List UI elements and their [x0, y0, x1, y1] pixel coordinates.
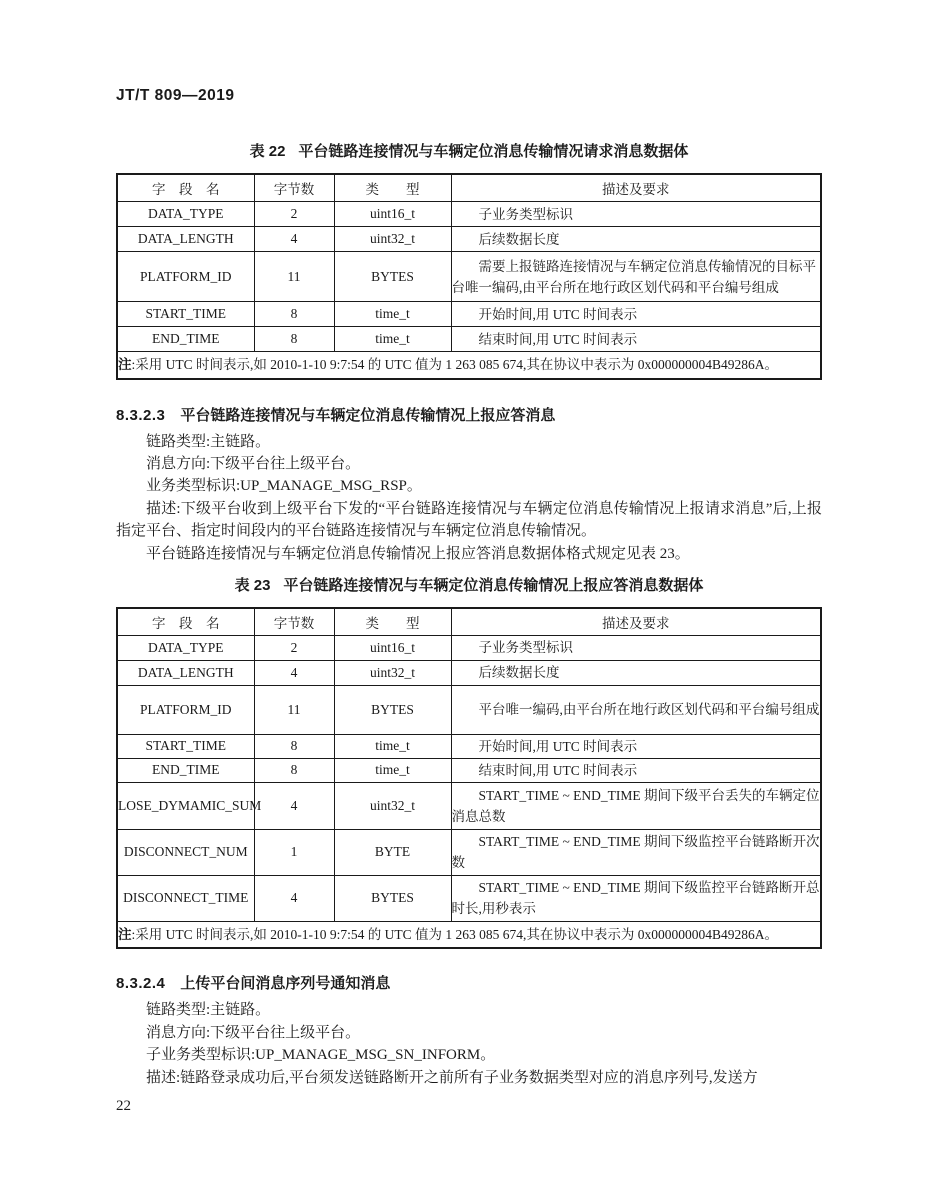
table23-header-row [117, 608, 821, 636]
description-cell: START_TIME ~ END_TIME 期间下级平台丢失的车辆定位消息总数 [451, 782, 821, 829]
paragraph: 平台链路连接情况与车辆定位消息传输情况上报应答消息数据体格式规定见表 23。 [146, 545, 690, 562]
field-name-cell: START_TIME [117, 302, 254, 327]
description-cell: 结束时间,用 UTC 时间表示 [451, 758, 821, 782]
table-row [117, 635, 821, 660]
paragraph: 消息方向:下级平台往上级平台。 [146, 455, 361, 472]
byte-count-cell: 2 [254, 635, 334, 660]
page-number: 22 [116, 1098, 131, 1115]
table-row [117, 782, 821, 829]
description-cell: 后续数据长度 [451, 660, 821, 685]
field-name-cell: LOSE_DYMAMIC_SUM [117, 782, 254, 829]
table-row [117, 758, 821, 782]
field-name-cell: PLATFORM_ID [117, 685, 254, 734]
table-row [117, 327, 821, 352]
description-cell: 后续数据长度 [451, 227, 821, 252]
byte-count-cell: 8 [254, 734, 334, 758]
paragraph: 描述:下级平台收到上级平台下发的“平台链路连接情况与车辆定位消息传输情况上报请求消息”后,上报指定平台、指定时间段内的平台链路连接情况与车辆定位消息传输情况。 [116, 500, 822, 540]
section-title: 平台链路连接情况与车辆定位消息传输情况上报应答消息 [180, 406, 556, 424]
section-number: 8.3.2.3 [116, 406, 166, 424]
table-row [117, 202, 821, 227]
type-cell: time_t [334, 734, 451, 758]
table22-caption [116, 143, 822, 161]
section-8-3-2-4-heading [116, 974, 822, 994]
description-cell: 需要上报链路连接情况与车辆定位消息传输情况的目标平台唯一编码,由平台所在地行政区划代码和平台编号组成 [451, 252, 821, 302]
description-cell: 子业务类型标识 [451, 635, 821, 660]
description-cell: START_TIME ~ END_TIME 期间下级监控平台链路断开总时长,用秒表示 [451, 875, 821, 921]
description-cell: 平台唯一编码,由平台所在地行政区划代码和平台编号组成 [451, 685, 821, 734]
field-name-cell: DISCONNECT_TIME [117, 875, 254, 921]
table-row [117, 660, 821, 685]
byte-count-cell: 8 [254, 327, 334, 352]
byte-count-cell: 1 [254, 829, 334, 875]
table22-caption-title: 平台链路连接情况与车辆定位消息传输情况请求消息数据体 [298, 143, 689, 160]
column-header-type: 类 型 [334, 608, 451, 636]
description-cell: 子业务类型标识 [451, 202, 821, 227]
table22-header-row [117, 174, 821, 202]
table-note-row [117, 921, 821, 948]
field-name-cell: DATA_LENGTH [117, 660, 254, 685]
description-cell: START_TIME ~ END_TIME 期间下级监控平台链路断开次数 [451, 829, 821, 875]
byte-count-cell: 4 [254, 660, 334, 685]
note-label: 注 [118, 927, 132, 943]
section-title: 上传平台间消息序列号通知消息 [180, 975, 391, 993]
type-cell: uint32_t [334, 660, 451, 685]
type-cell: BYTE [334, 829, 451, 875]
field-name-cell: START_TIME [117, 734, 254, 758]
table23-caption-title: 平台链路连接情况与车辆定位消息传输情况上报应答消息数据体 [283, 576, 704, 594]
table22-note [117, 352, 821, 379]
byte-count-cell: 4 [254, 782, 334, 829]
note-text: :采用 UTC 时间表示,如 2010-1-10 9:7:54 的 UTC 值为 1 263 085 674,其在协议中表示为 0x000000004B49286A。 [131, 357, 778, 373]
note-label: 注 [118, 357, 132, 373]
byte-count-cell: 2 [254, 202, 334, 227]
table23-caption [116, 577, 822, 595]
table23-note [117, 921, 821, 948]
field-name-cell: DISCONNECT_NUM [117, 829, 254, 875]
paragraph: 链路类型:主链路。 [146, 433, 271, 450]
column-header-type: 类 型 [334, 174, 451, 202]
type-cell: uint16_t [334, 635, 451, 660]
paragraph: 消息方向:下级平台往上级平台。 [146, 1024, 361, 1041]
byte-count-cell: 11 [254, 252, 334, 302]
field-name-cell: PLATFORM_ID [117, 252, 254, 302]
table-row [117, 302, 821, 327]
column-header-bytes: 字节数 [254, 608, 334, 636]
table-row [117, 734, 821, 758]
field-name-cell: END_TIME [117, 758, 254, 782]
byte-count-cell: 8 [254, 758, 334, 782]
byte-count-cell: 4 [254, 875, 334, 921]
section-number: 8.3.2.4 [116, 975, 166, 993]
paragraph: 链路类型:主链路。 [146, 1002, 271, 1019]
column-header-desc: 描述及要求 [451, 608, 821, 636]
type-cell: time_t [334, 327, 451, 352]
table23-caption-label: 表 23 [234, 576, 271, 594]
table23 [116, 607, 822, 950]
paragraph: 子业务类型标识:UP_MANAGE_MSG_SN_INFORM。 [146, 1047, 496, 1064]
column-header-bytes: 字节数 [254, 174, 334, 202]
field-name-cell: DATA_LENGTH [117, 227, 254, 252]
type-cell: time_t [334, 302, 451, 327]
byte-count-cell: 8 [254, 302, 334, 327]
type-cell: BYTES [334, 252, 451, 302]
section-8-3-2-3-heading [116, 406, 822, 426]
type-cell: uint32_t [334, 782, 451, 829]
description-cell: 开始时间,用 UTC 时间表示 [451, 734, 821, 758]
type-cell: uint32_t [334, 227, 451, 252]
table-row [117, 685, 821, 734]
type-cell: BYTES [334, 685, 451, 734]
table-row [117, 252, 821, 302]
type-cell: BYTES [334, 875, 451, 921]
doc-code: JT/T 809—2019 [116, 87, 235, 104]
table-note-row [117, 352, 821, 379]
paragraph: 业务类型标识:UP_MANAGE_MSG_RSP。 [146, 478, 422, 495]
field-name-cell: DATA_TYPE [117, 202, 254, 227]
field-name-cell: DATA_TYPE [117, 635, 254, 660]
table22 [116, 173, 822, 380]
table-row [117, 829, 821, 875]
note-text: :采用 UTC 时间表示,如 2010-1-10 9:7:54 的 UTC 值为 1 263 085 674,其在协议中表示为 0x000000004B49286A。 [131, 927, 778, 943]
description-cell: 结束时间,用 UTC 时间表示 [451, 327, 821, 352]
description-cell: 开始时间,用 UTC 时间表示 [451, 302, 821, 327]
byte-count-cell: 4 [254, 227, 334, 252]
table-row [117, 227, 821, 252]
byte-count-cell: 11 [254, 685, 334, 734]
type-cell: time_t [334, 758, 451, 782]
field-name-cell: END_TIME [117, 327, 254, 352]
table22-caption-label: 表 22 [249, 143, 286, 160]
type-cell: uint16_t [334, 202, 451, 227]
paragraph: 描述:链路登录成功后,平台须发送链路断开之前所有子业务数据类型对应的消息序列号,发送方 [146, 1069, 758, 1086]
column-header-field: 字 段 名 [117, 608, 254, 636]
column-header-field: 字 段 名 [117, 174, 254, 202]
column-header-desc: 描述及要求 [451, 174, 821, 202]
table-row [117, 875, 821, 921]
